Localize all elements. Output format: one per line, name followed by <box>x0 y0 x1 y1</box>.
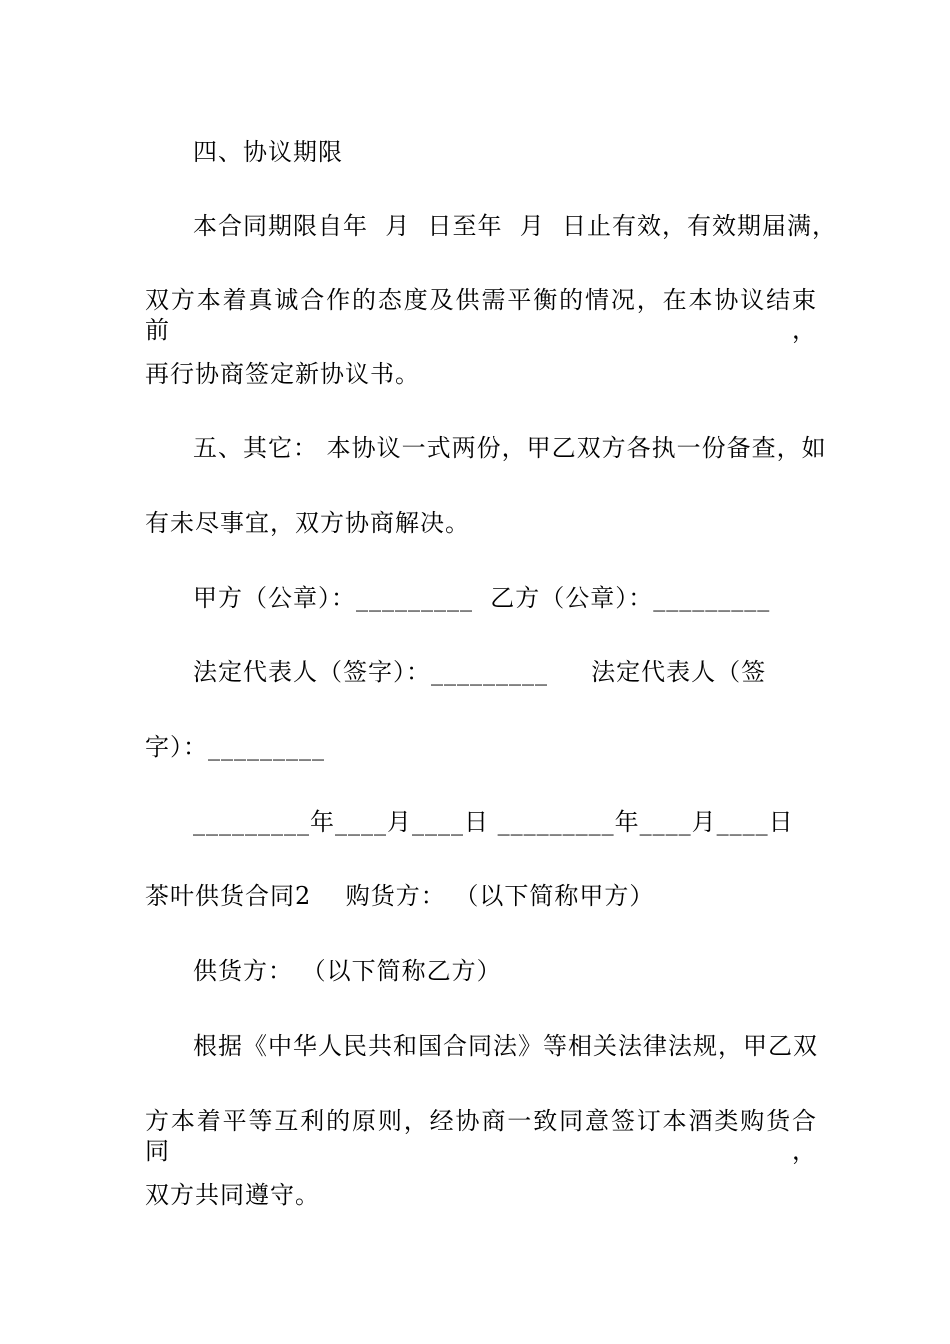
legal-representative-line: 法定代表人（签字）：_________ 法定代表人（签 <box>193 658 767 686</box>
supplier-line: 供货方： （以下简称乙方） <box>193 957 502 985</box>
paragraph-other-line-2: 有未尽事宜，双方协商解决。 <box>145 509 470 537</box>
section-heading-other: 五、其它： 本协议一式两份，甲乙双方各执一份备查，如 <box>193 434 827 462</box>
paragraph-term-line-2: 双方本着真诚合作的态度及供需平衡的情况，在本协议结束前， <box>145 286 817 344</box>
contract-title-buyer-line: 茶叶供货合同2 购货方： （以下简称甲方） <box>145 882 655 910</box>
paragraph-term-line-3: 再行协商签定新协议书。 <box>145 360 420 388</box>
legal-representative-line-2: 字）：_________ <box>145 733 325 761</box>
section-heading-agreement-term: 四、协议期限 <box>193 138 343 166</box>
paragraph-basis-line-1: 根据《中华人民共和国合同法》等相关法律法规，甲乙双 <box>193 1032 818 1060</box>
paragraph-term-line-1: 本合同期限自年 月 日至年 月 日止有效，有效期届满， <box>193 212 838 240</box>
paragraph-basis-line-2: 方本着平等互利的原则，经协商一致同意签订本酒类购货合同， <box>145 1107 817 1165</box>
paragraph-basis-line-3: 双方共同遵守。 <box>145 1181 320 1209</box>
party-seal-line: 甲方（公章）：_________ 乙方（公章）：_________ <box>193 584 771 612</box>
signature-date-line: _________年____月____日 _________年____月____日 <box>193 808 794 836</box>
